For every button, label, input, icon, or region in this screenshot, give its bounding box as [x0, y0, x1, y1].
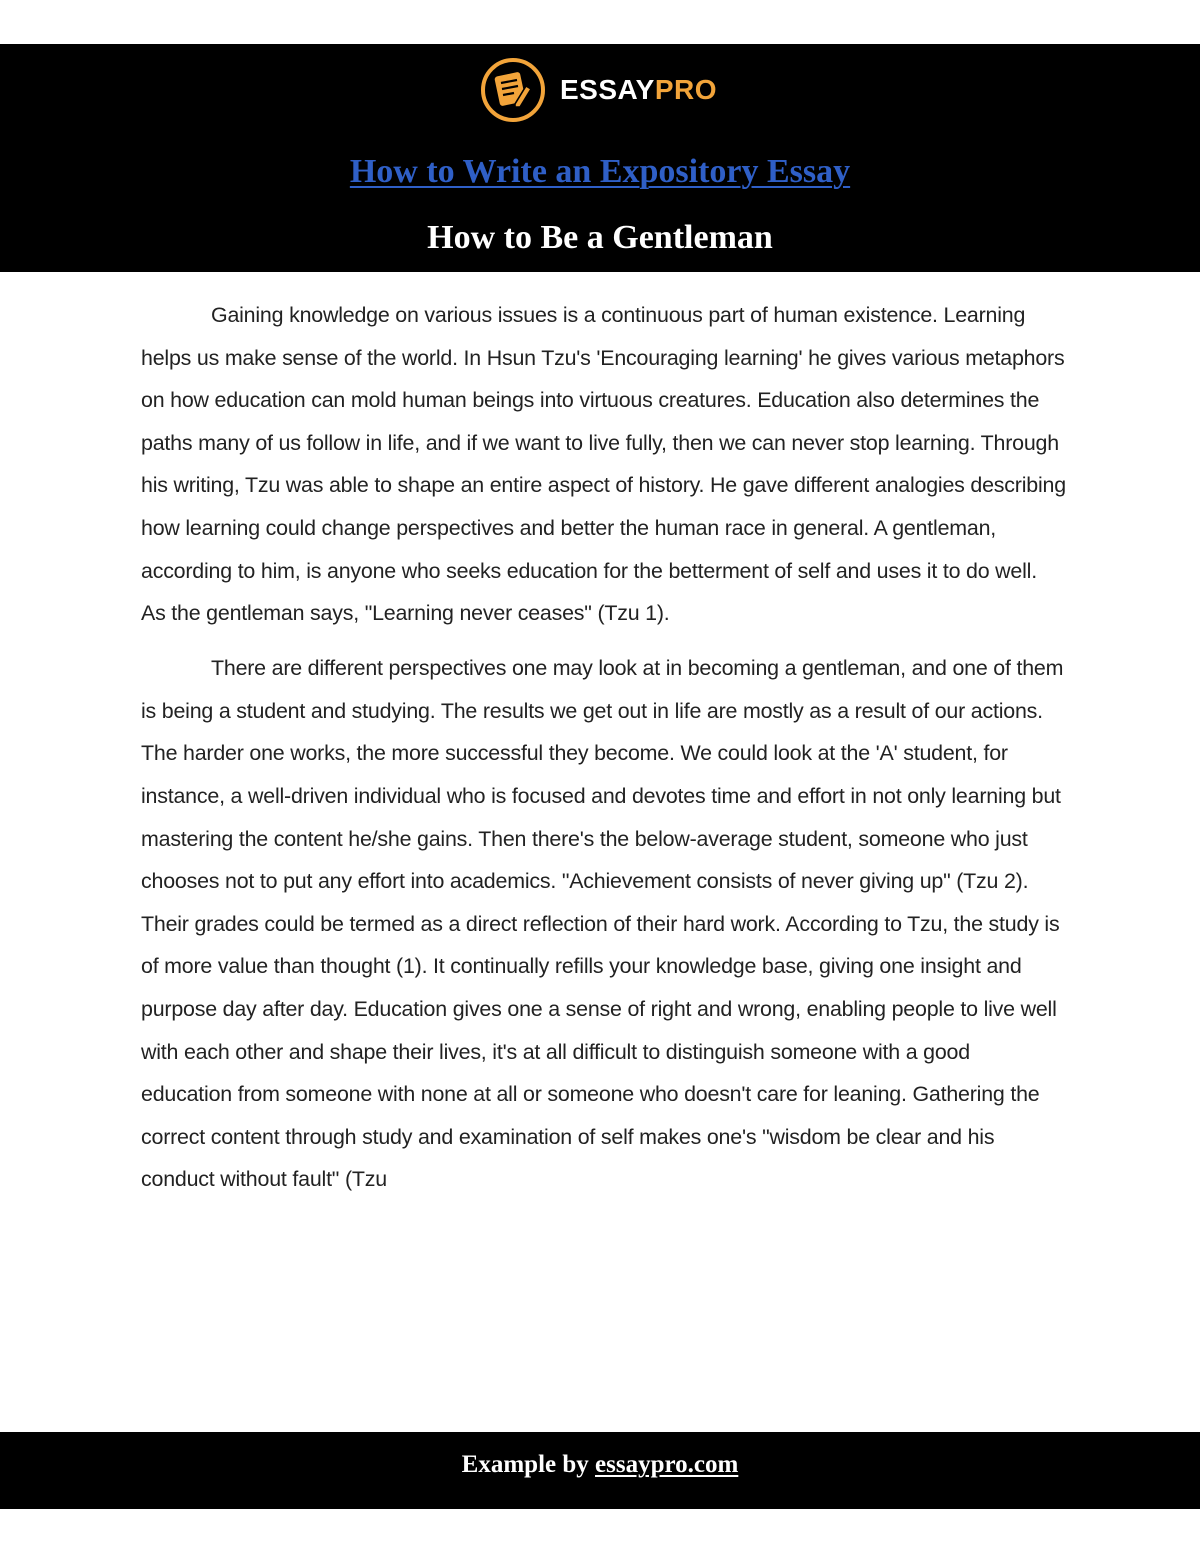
brand-name — [560, 57, 717, 123]
footer-banner — [0, 1432, 1200, 1509]
essaypro-logo[interactable] — [480, 57, 717, 123]
brand-name-part1: ESSAY — [560, 74, 655, 105]
essaypro-footer-link[interactable]: essaypro.com — [595, 1451, 739, 1478]
essay-body — [141, 294, 1066, 1213]
essay-title: How to Be a Gentleman — [427, 219, 773, 256]
header-banner — [0, 44, 1200, 272]
notepad-pencil-logo-icon — [480, 57, 546, 123]
footer-prefix: Example by — [461, 1451, 596, 1478]
expository-essay-link[interactable]: How to Write an Expository Essay — [349, 153, 851, 190]
essay-paragraph-2: There are different perspectives one may look at in becoming a gentleman, and one of them is being a student and studying. The results we get out in life are mostly as a result of our actions. The harder one works, the more successful they become. We could look at the 'A' student, for instance, a well-driven individual who is focused and devotes time and effort in not only learning but mastering the content he/she gains. Then there's the below-average student, someone who just chooses not to put any effort into academics. "Achievement consists of never giving up" (Tzu 2). Their grades could be termed as a direct reflection of their hard work. According to Tzu, the study is of more value than thought (1). It continually refills your knowledge base, giving one insight and purpose day after day. Education gives one a sense of right and wrong, enabling people to live well with each other and shape their lives, it's at all difficult to distinguish someone with a good education from someone with none at all or someone who doesn't care for leaning. Gathering the correct content through study and examination of self makes one's "wisdom be clear and his conduct without fault" (Tzu — [141, 656, 1064, 1192]
footer-credit — [0, 1432, 1200, 1498]
essay-paragraph-1: Gaining knowledge on various issues is a continuous part of human existence. Learning helps us make sense of the world. In Hsun Tzu's 'Encouraging learning' he gives various metaphors on how education can mold human beings into virtuous creatures. Education also determines the paths many of us follow in life, and if we want to live fully, then we can never stop learning. Through his writing, Tzu was able to shape an entire aspect of history. He gave different analogies describing how learning could change perspectives and better the human race in general. A gentleman, according to him, is anyone who seeks education for the betterment of self and uses it to do well. As the gentleman says, "Learning never ceases" (Tzu 1). — [141, 303, 1066, 626]
brand-name-part2: PRO — [654, 74, 718, 105]
